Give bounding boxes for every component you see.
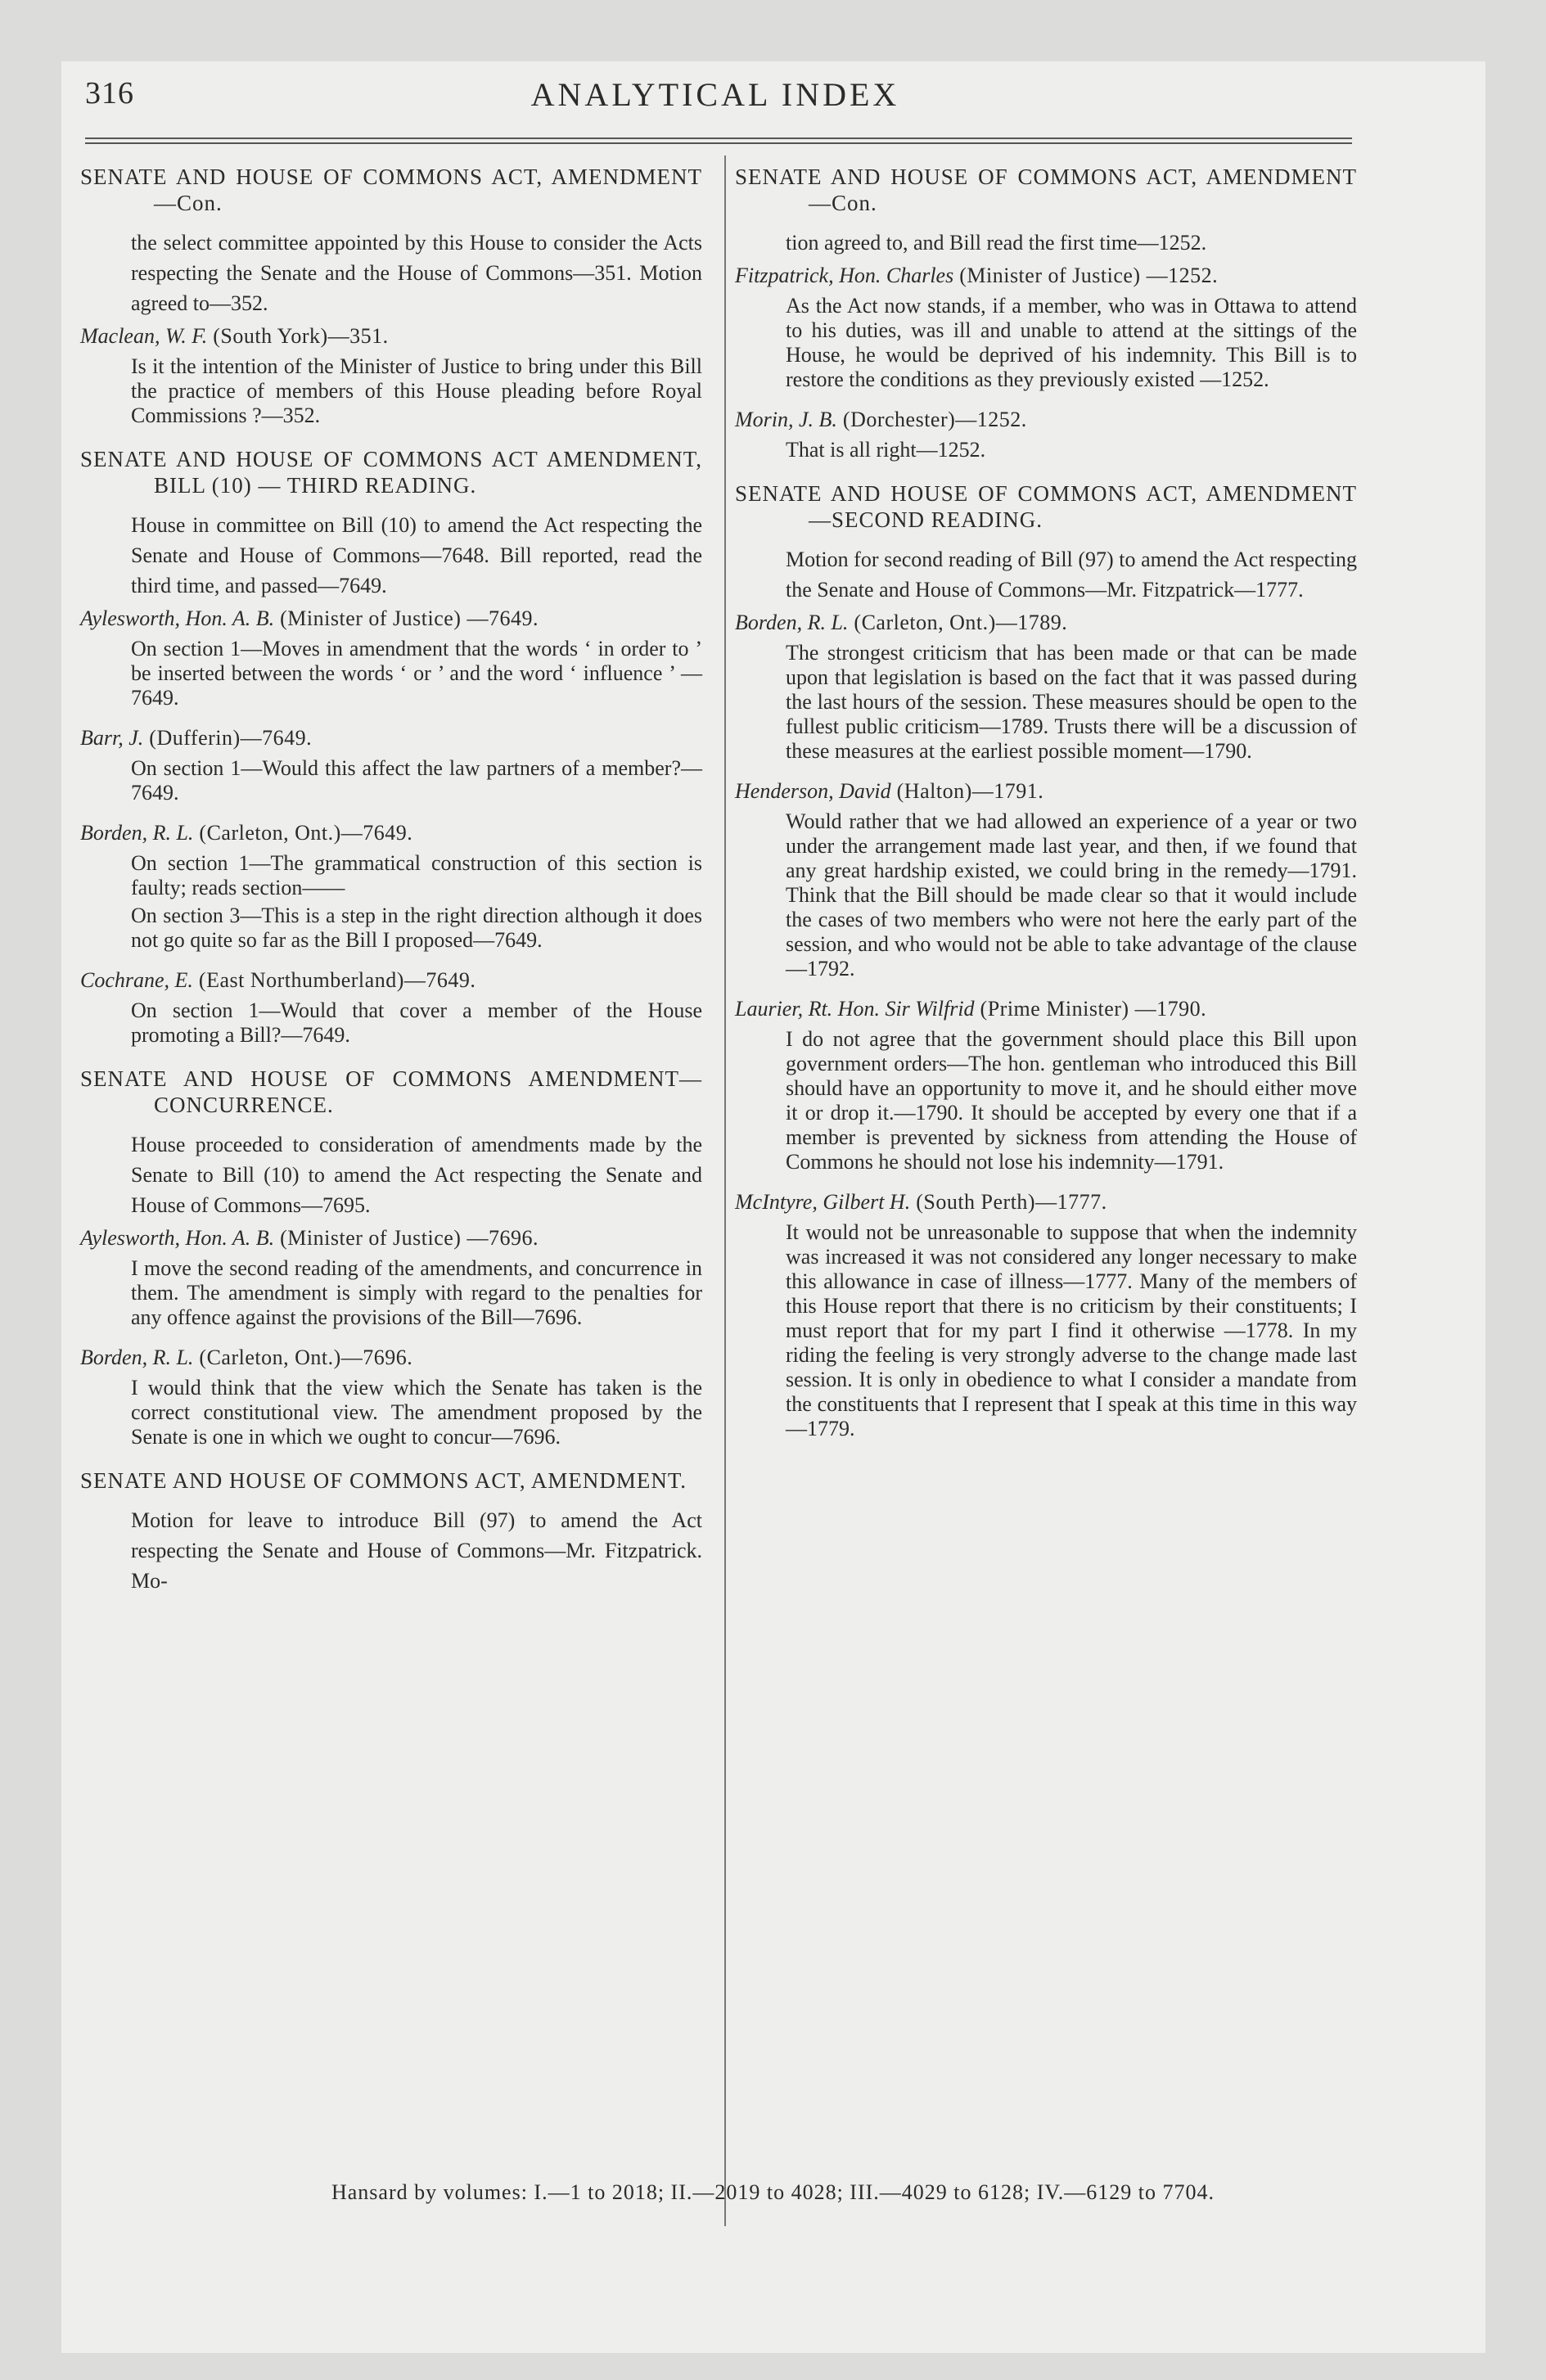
page-header bbox=[85, 75, 1345, 124]
speaker-riding: (Prime Minister) —1790. bbox=[974, 997, 1207, 1021]
section-summary: House proceeded to consideration of amendments made by the Senate to Bill (10) to amend the Act respecting the Senate and House of Commons—7695. bbox=[131, 1133, 702, 1217]
section-summary: House in committee on Bill (10) to amend the Act respecting the Senate and House of Commons—7648. Bill reported, read the third time, and passed—7649. bbox=[131, 513, 702, 597]
speaker-riding: (Carleton, Ont.)—7649. bbox=[193, 821, 413, 845]
section-heading: SENATE AND HOUSE OF COMMONS ACT, AMENDMENT. bbox=[80, 1468, 687, 1493]
header-rule bbox=[85, 142, 1352, 144]
speaker-entry bbox=[80, 725, 702, 805]
speaker-name: Cochrane, E. bbox=[80, 968, 193, 992]
speaker-entry bbox=[735, 610, 1357, 764]
speaker-line bbox=[80, 606, 702, 632]
running-title: ANALYTICAL INDEX bbox=[530, 76, 900, 113]
speaker-entry bbox=[80, 1345, 702, 1449]
speaker-remark: I would think that the view which the Senate has taken is the correct constitutional view. The amendment proposed by the Senate is one in which we ought to concur—7696. bbox=[131, 1376, 702, 1449]
right-column bbox=[735, 164, 1357, 1459]
speaker-remark: That is all right—1252. bbox=[786, 438, 986, 462]
speaker-entry bbox=[80, 1225, 702, 1330]
index-section bbox=[80, 1066, 702, 1449]
speaker-entry bbox=[80, 323, 702, 428]
speaker-line bbox=[735, 996, 1357, 1022]
speaker-line bbox=[735, 263, 1357, 289]
column-divider bbox=[724, 156, 726, 2226]
section-heading: SENATE AND HOUSE OF COMMONS ACT, AMENDMENT—Con. bbox=[80, 165, 702, 215]
speaker-remark: On section 1—The grammatical construction of this section is faulty; reads section—— bbox=[131, 851, 702, 899]
speaker-entry bbox=[735, 1189, 1357, 1441]
speaker-riding: (East Northumberland)—7649. bbox=[192, 968, 476, 992]
speaker-name: Barr, J. bbox=[80, 726, 144, 750]
speaker-name: Aylesworth, Hon. A. B. bbox=[80, 606, 275, 630]
speaker-riding: (South Perth)—1777. bbox=[910, 1190, 1107, 1214]
speaker-name: Aylesworth, Hon. A. B. bbox=[80, 1226, 275, 1250]
speaker-entry bbox=[735, 263, 1357, 392]
speaker-riding: (Dorchester)—1252. bbox=[836, 408, 1027, 431]
speaker-line bbox=[735, 778, 1357, 805]
speaker-remark: On section 1—Would that cover a member of the House promoting a Bill?—7649. bbox=[131, 998, 702, 1047]
index-section bbox=[735, 164, 1357, 462]
index-section bbox=[80, 164, 702, 428]
speaker-line bbox=[80, 725, 702, 751]
speaker-remark: I do not agree that the government should place this Bill upon government orders—The hon. gentleman who introduced this Bill should have an opportunity to move it, and he should either move it or drop it.—1790. It should be accepted by every one that if a member is prevented by sickness from attending the House of Commons he should not lose his indemnity—1791. bbox=[786, 1027, 1357, 1174]
speaker-name: Borden, R. L. bbox=[80, 1346, 194, 1369]
speaker-remark: As the Act now stands, if a member, who was in Ottawa to attend to his duties, was ill and unable to attend at the sittings of the House, he would be deprived of his indemnity. This Bill is to restore the conditions as they previously existed —1252. bbox=[786, 294, 1357, 391]
section-heading: SENATE AND HOUSE OF COMMONS ACT AMENDMENT, BILL (10) — THIRD READING. bbox=[80, 447, 702, 498]
speaker-line bbox=[735, 407, 1357, 433]
speaker-remark: On section 1—Would this affect the law partners of a member?—7649. bbox=[131, 756, 702, 805]
speaker-entry bbox=[80, 820, 702, 953]
speaker-entry bbox=[735, 407, 1357, 462]
speaker-remark: On section 1—Moves in amendment that the words ‘ in order to ’ be inserted between the words ‘ or ’ and the word ‘ influence ’ —7649. bbox=[131, 637, 702, 710]
speaker-entry bbox=[735, 778, 1357, 981]
speaker-name: McIntyre, Gilbert H. bbox=[735, 1190, 911, 1214]
index-section bbox=[80, 446, 702, 1048]
speaker-remark: It would not be unreasonable to suppose that when the indemnity was increased it was not considered any longer necessary to make this allowance in case of illness—1777. Many of the members of this House report that there is no criticism by their constituents; I must report that for my part I find it otherwise —1778. In my riding the feeling is very strongly adverse to the change made last session. It is only in obedience to what I consider a mandate from the constituents that I represent that I speak at this time in this way—1779. bbox=[786, 1220, 1357, 1440]
speaker-line bbox=[80, 967, 702, 994]
speaker-remark: The strongest criticism that has been made or that can be made upon that legislation is based on the fact that it was passed during the last hours of the session. These measures should be open to the fullest public criticism—1789. Trusts there will be a discussion of these measures at the earliest possible moment—1790. bbox=[786, 641, 1357, 763]
speaker-remark: I move the second reading of the amendments, and concurrence in them. The amendment is simply with regard to the penalties for any offence against the provisions of the Bill—7696. bbox=[131, 1256, 702, 1329]
speaker-name: Morin, J. B. bbox=[735, 408, 837, 431]
speaker-riding: (Minister of Justice) —7696. bbox=[274, 1226, 539, 1250]
section-summary: the select committee appointed by this House to consider the Acts respecting the Senate and the House of Commons—351. Motion agreed to—352. bbox=[131, 231, 702, 315]
speaker-name: Maclean, W. F. bbox=[80, 324, 208, 348]
speaker-name: Borden, R. L. bbox=[80, 821, 194, 845]
speaker-line bbox=[80, 1225, 702, 1251]
speaker-entry bbox=[735, 996, 1357, 1174]
page-number: 316 bbox=[85, 76, 134, 110]
speaker-name: Laurier, Rt. Hon. Sir Wilfrid bbox=[735, 997, 975, 1021]
left-column bbox=[80, 164, 702, 1614]
section-summary: Motion for second reading of Bill (97) to amend the Act respecting the Senate and House of Commons—Mr. Fitzpatrick—1777. bbox=[786, 548, 1357, 602]
speaker-line bbox=[80, 323, 702, 349]
speaker-riding: (Minister of Justice) —7649. bbox=[274, 606, 539, 630]
speaker-remark: On section 3—This is a step in the right direction although it does not go quite so far as the Bill I proposed—7649. bbox=[131, 904, 702, 952]
speaker-remark: Would rather that we had allowed an experience of a year or two under the arrangement made last year, and then, if we found that any great hardship existed, we could bring in the remedy—1791. Think that the Bill should be made clear so that it would include the cases of two members who were not here the early part of the session, and who would not be able to take advantage of the clause—1792. bbox=[786, 809, 1357, 980]
speaker-name: Henderson, David bbox=[735, 779, 891, 803]
section-summary: Motion for leave to introduce Bill (97) to amend the Act respecting the Senate and House of Commons—Mr. Fitzpatrick. Mo- bbox=[131, 1508, 702, 1593]
speaker-remark: Is it the intention of the Minister of Justice to bring under this Bill the practice of members of this House pleading before Royal Commissions ?—352. bbox=[131, 354, 702, 427]
speaker-line bbox=[735, 610, 1357, 636]
header-rule bbox=[85, 137, 1352, 139]
section-summary: tion agreed to, and Bill read the first time—1252. bbox=[786, 231, 1207, 255]
speaker-riding: (Carleton, Ont.)—1789. bbox=[848, 611, 1068, 634]
speaker-line bbox=[735, 1189, 1357, 1215]
speaker-line bbox=[80, 1345, 702, 1371]
index-section bbox=[735, 480, 1357, 1441]
speaker-name: Borden, R. L. bbox=[735, 611, 849, 634]
speaker-riding: (Halton)—1791. bbox=[890, 779, 1044, 803]
speaker-name: Fitzpatrick, Hon. Charles bbox=[735, 264, 954, 287]
speaker-riding: (Dufferin)—7649. bbox=[143, 726, 313, 750]
section-heading: SENATE AND HOUSE OF COMMONS AMENDMENT—CONCURRENCE. bbox=[80, 1066, 702, 1117]
speaker-entry bbox=[80, 606, 702, 710]
speaker-riding: (South York)—351. bbox=[207, 324, 389, 348]
volume-footer: Hansard by volumes: I.—1 to 2018; II.—2019 to 4028; III.—4029 to 6128; IV.—6129 to 7704. bbox=[331, 2180, 1215, 2204]
section-heading: SENATE AND HOUSE OF COMMONS ACT, AMENDMENT—Con. bbox=[735, 165, 1357, 215]
speaker-riding: (Minister of Justice) —1252. bbox=[953, 264, 1219, 287]
speaker-entry bbox=[80, 967, 702, 1048]
section-heading: SENATE AND HOUSE OF COMMONS ACT, AMENDMENT—SECOND READING. bbox=[735, 481, 1357, 532]
index-section bbox=[80, 1467, 702, 1596]
speaker-line bbox=[80, 820, 702, 846]
speaker-riding: (Carleton, Ont.)—7696. bbox=[193, 1346, 413, 1369]
